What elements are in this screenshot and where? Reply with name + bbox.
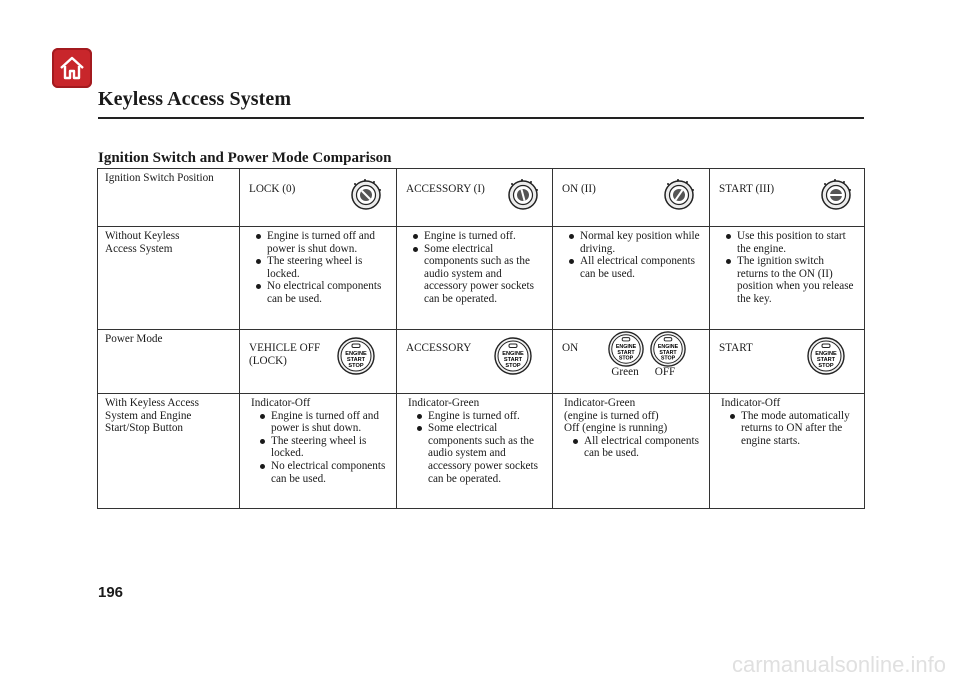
engine-text: ENGINE — [815, 351, 837, 357]
list-item: Normal key position while driving. — [564, 230, 702, 255]
power-mode-row — [98, 330, 865, 394]
start-text: START — [503, 357, 523, 363]
start-text: START — [346, 357, 366, 363]
home-button[interactable] — [52, 48, 92, 88]
with-keyless-row — [98, 394, 865, 509]
list-item: The mode automatically returns to ON after the engine starts. — [725, 410, 857, 448]
indicator-captions — [605, 366, 685, 379]
accessory-mode-cell — [397, 330, 553, 394]
position-label: ACCESSORY (I) — [406, 183, 485, 195]
start-text: START — [617, 349, 635, 356]
list-item: The steering wheel is locked. — [251, 255, 389, 280]
stop-text: STOP — [505, 363, 521, 369]
start-mode-description-cell — [710, 394, 865, 509]
engine-start-stop-button-icon — [806, 336, 846, 380]
vehicle-off-description-cell — [240, 394, 397, 509]
row-header: Power Mode — [98, 330, 240, 394]
list-item: Engine is turned off. — [408, 230, 545, 243]
green-caption: Green — [611, 366, 639, 378]
home-icon — [58, 55, 86, 81]
engine-text: ENGINE — [657, 344, 679, 351]
list-item: Engine is turned off and power is shut down. — [255, 410, 389, 435]
engine-text: ENGINE — [502, 351, 524, 357]
position-label: LOCK (0) — [249, 183, 296, 195]
key-cylinder-start-icon — [818, 177, 854, 217]
start-description-cell — [710, 227, 865, 330]
row-header: With Keyless Access System and Engine Start/Stop Button — [98, 394, 240, 509]
stop-text: STOP — [660, 355, 676, 362]
list-item: The steering wheel is locked. — [255, 435, 389, 460]
without-keyless-row — [98, 227, 865, 330]
power-mode-label: ACCESSORY — [406, 342, 472, 354]
on-description-cell — [553, 227, 710, 330]
list-item: No electrical components can be used. — [251, 280, 389, 305]
on-position-cell — [553, 169, 710, 227]
engine-text: ENGINE — [345, 351, 367, 357]
accessory-mode-description-cell — [397, 394, 553, 509]
position-label: ON (II) — [562, 183, 596, 195]
power-mode-label: START — [719, 342, 753, 354]
engine-start-stop-button-icon — [493, 336, 533, 380]
page-number: 196 — [98, 584, 124, 601]
list-item: Some electrical components such as the audio system and accessory power sockets can be operated. — [408, 243, 545, 306]
accessory-position-cell — [397, 169, 553, 227]
vehicle-off-cell — [240, 330, 397, 394]
row-header: Ignition Switch Position — [98, 169, 240, 227]
indicator-status: Indicator-Green (engine is turned off) Off (engine is running) — [564, 397, 668, 435]
key-cylinder-lock-icon — [348, 177, 384, 217]
indicator-status: Indicator-Off — [251, 397, 311, 409]
engine-text: ENGINE — [615, 344, 637, 351]
list-item: Engine is turned off and power is shut down. — [251, 230, 389, 255]
key-cylinder-on-icon — [661, 177, 697, 217]
list-item: Engine is turned off. — [412, 410, 545, 423]
list-item: The ignition switch returns to the ON (II) position when you release the key. — [721, 255, 857, 305]
start-mode-cell — [710, 330, 865, 394]
stop-text: STOP — [348, 363, 364, 369]
ignition-position-row — [98, 169, 865, 227]
section-divider — [98, 117, 864, 119]
position-label: START (III) — [719, 183, 775, 195]
key-cylinder-accessory-icon — [505, 177, 541, 217]
power-mode-label: VEHICLE OFF (LOCK) — [249, 342, 321, 367]
start-text: START — [816, 357, 836, 363]
start-text: START — [659, 349, 677, 356]
list-item: Some electrical components such as the audio system and accessory power sockets can be operated. — [412, 422, 545, 485]
section-title: Keyless Access System — [98, 88, 292, 110]
stop-text: STOP — [818, 363, 834, 369]
stop-text: STOP — [618, 355, 634, 362]
list-item: All electrical components can be used. — [568, 435, 702, 460]
list-item: All electrical components can be used. — [564, 255, 702, 280]
start-position-cell — [710, 169, 865, 227]
accessory-description-cell — [397, 227, 553, 330]
watermark: carmanualsonline.info — [731, 652, 946, 677]
table-title: Ignition Switch and Power Mode Comparison — [98, 150, 392, 166]
list-item: Use this position to start the engine. — [721, 230, 857, 255]
on-mode-description-cell — [553, 394, 710, 509]
indicator-status: Indicator-Off — [721, 397, 781, 409]
power-mode-label: ON — [562, 342, 579, 354]
lock-position-cell — [240, 169, 397, 227]
engine-start-stop-button-icon — [336, 336, 376, 380]
lock-description-cell — [240, 227, 397, 330]
comparison-table — [97, 168, 865, 509]
list-item: No electrical components can be used. — [255, 460, 389, 485]
indicator-status: Indicator-Green — [408, 397, 480, 409]
on-mode-cell — [553, 330, 710, 394]
off-caption: OFF — [654, 366, 676, 378]
row-header: Without Keyless Access System — [98, 227, 240, 330]
